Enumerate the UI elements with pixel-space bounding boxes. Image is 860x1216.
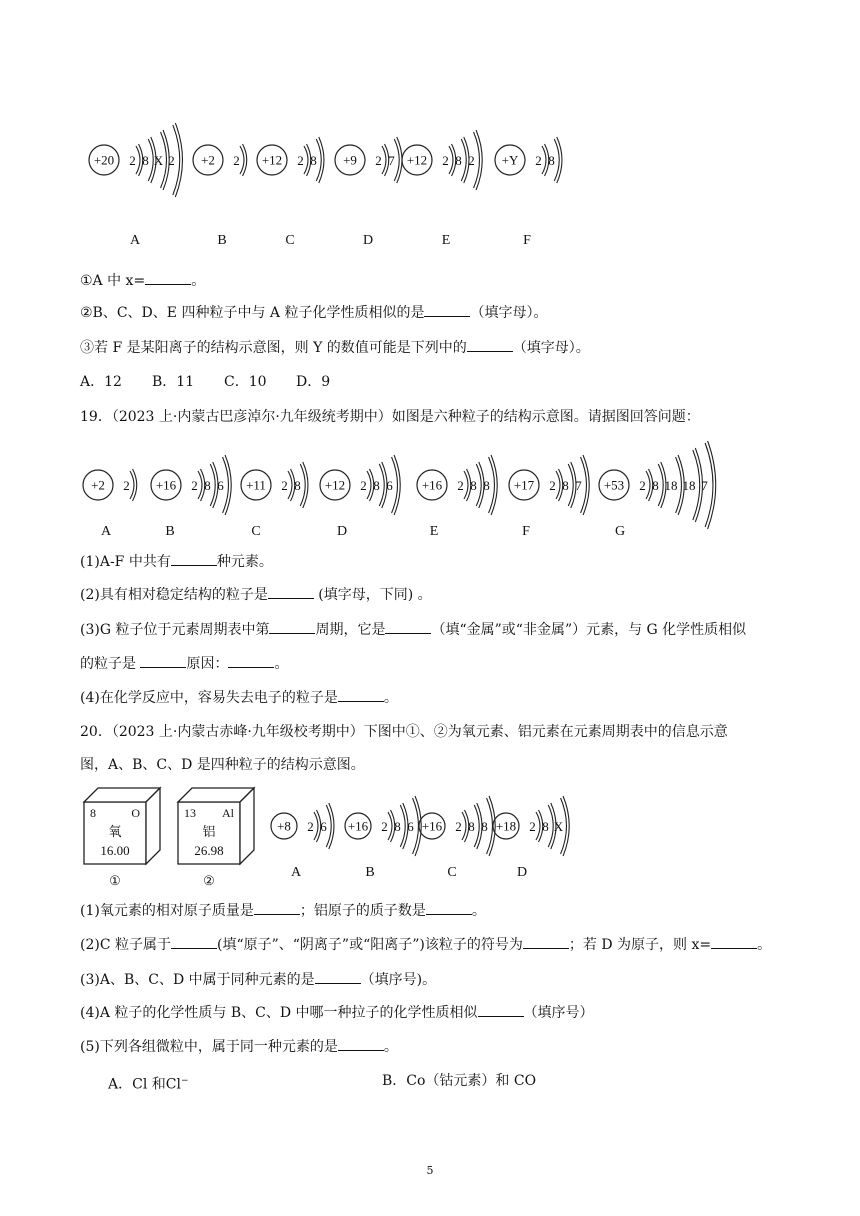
shell-electron-count: 18 (682, 478, 696, 493)
cell-tag: ② (203, 873, 215, 888)
element-name: 氧 (108, 824, 122, 839)
q19-p3: (3)G 粒子位于元素周期表中第 周期，它是 （填“金属”或“非金属”）元素，与 G 化学性质相似 (80, 622, 747, 638)
shell-electron-count: 8 (455, 153, 462, 168)
diagram-label: A (100, 524, 112, 539)
shell-electron-count: 8 (394, 819, 401, 834)
shell-electron-count: 2 (442, 153, 449, 168)
option-c: C．10 (224, 374, 267, 390)
shell-electron-count: 8 (548, 153, 555, 168)
shell-electron-count: 2 (233, 153, 240, 168)
q20-stem-line2: 图，A、B、C、D 是四种粒子的结构示意图。 (80, 757, 365, 773)
diagram-label: B (365, 865, 375, 880)
shell-electron-count: 6 (320, 819, 327, 834)
shell-electron-count: 2 (639, 478, 646, 493)
nucleus-charge: +2 (91, 477, 105, 493)
answer-blank[interactable] (140, 655, 186, 668)
electron-shell-arc (133, 469, 137, 501)
shell-electron-count: 8 (294, 478, 301, 493)
shell-electron-count: 2 (168, 153, 175, 168)
atom-diagram-B (345, 796, 421, 880)
diagram-label: B (217, 233, 227, 248)
diagram-label: C (285, 233, 295, 248)
atom-diagram-D (320, 455, 400, 539)
shell-electron-count: 8 (204, 478, 211, 493)
shell-electron-count: 8 (652, 478, 659, 493)
q20-p4: (4)A 粒子的化学性质与 B、C、D 中哪一种拉子的化学性质相似 （填序号） (80, 1005, 594, 1021)
electron-shell-arc (449, 146, 453, 174)
diagram-label: D (362, 233, 374, 248)
electron-shell-arc (388, 812, 392, 840)
atom-diagram-A (89, 123, 182, 248)
q20-p5: (5)下列各组微粒中，属于同一种元素的是 。 (80, 1039, 398, 1055)
answer-blank[interactable] (711, 936, 757, 949)
atom-diagram-A (271, 803, 334, 880)
q20-option-b: B．Co（钴元素）和 CO (382, 1073, 537, 1089)
electron-shell-arc (554, 139, 559, 181)
answer-blank[interactable] (269, 621, 315, 634)
shell-electron-count: 2 (375, 153, 382, 168)
nucleus-charge: +53 (603, 477, 625, 493)
cell-side-face (240, 788, 254, 864)
answer-blank[interactable] (478, 1004, 524, 1017)
electron-shell-arc (367, 471, 371, 499)
shell-electron-count: 2 (281, 478, 288, 493)
q20-figure (80, 784, 564, 892)
q19-p2: (2)具有相对稳定结构的粒子是 (填字母，下同) 。 (80, 587, 432, 603)
electron-shell-arc (462, 812, 466, 840)
diagram-label: E (441, 233, 451, 248)
element-name: 铝 (202, 824, 216, 839)
nucleus-charge: +16 (155, 477, 177, 493)
answer-blank[interactable] (171, 553, 217, 566)
shell-electron-count: 6 (407, 819, 414, 834)
answer-blank[interactable] (254, 902, 300, 915)
diagram-label: C (251, 524, 261, 539)
shell-electron-count: 2 (529, 819, 536, 834)
electron-shell-arc (304, 146, 308, 174)
electron-shell-arc (394, 139, 399, 181)
shell-electron-count: 8 (542, 819, 549, 834)
page-number: 5 (426, 1164, 434, 1177)
answer-blank[interactable] (467, 339, 513, 352)
diagram-label: D (336, 524, 348, 539)
nucleus-charge: +12 (324, 477, 346, 493)
shell-electron-count: 8 (310, 153, 317, 168)
shell-electron-count: 18 (664, 478, 678, 493)
answer-blank[interactable] (523, 936, 569, 949)
atomic-mass: 26.98 (194, 843, 224, 858)
shell-electron-count: 2 (535, 153, 542, 168)
electron-shell-arc (326, 805, 331, 847)
electron-shell-arc (240, 146, 244, 174)
nucleus-charge: +17 (513, 477, 535, 493)
diagram-label: F (522, 524, 530, 539)
electron-shell-arc (314, 812, 318, 840)
shell-electron-count: 2 (129, 153, 136, 168)
nucleus-charge: +16 (421, 818, 443, 834)
answer-blank[interactable] (228, 655, 274, 668)
atom-diagram-F (509, 455, 589, 539)
diagram-label: E (429, 524, 439, 539)
answer-blank[interactable] (268, 586, 314, 599)
atom-diagram-C (241, 462, 308, 539)
q18-sub3: ③若 F 是某阳离子的结构示意图，则 Y 的数值可能是下列中的 （填字母）。 (80, 340, 590, 356)
atomic-mass: 16.00 (100, 843, 130, 858)
cell-side-face (146, 788, 160, 864)
electron-shell-arc (658, 464, 663, 506)
shell-electron-count: 2 (307, 819, 314, 834)
shell-electron-count: 8 (468, 819, 475, 834)
nucleus-charge: +9 (343, 152, 357, 168)
nucleus-charge: +12 (406, 152, 428, 168)
atomic-number: 8 (90, 806, 96, 820)
shell-electron-count: 6 (386, 478, 393, 493)
shell-electron-count: 2 (468, 153, 475, 168)
electron-shell-arc (568, 464, 573, 506)
electron-shell-arc (542, 146, 546, 174)
answer-blank[interactable] (385, 621, 431, 634)
atom-diagram-D (493, 796, 569, 880)
q19-p4: (4)在化学反应中，容易失去电子的粒子是 。 (80, 690, 398, 706)
nucleus-charge: +12 (261, 152, 283, 168)
q19-p3-cont: 的粒子是 原因： 。 (80, 656, 289, 672)
shell-electron-count: 8 (373, 478, 380, 493)
q20-stem-line1: 20．（2023 上·内蒙古赤峰·九年级校考期中）下图中①、②为氧元素、铝元素在元素周期表中的信息示意 (80, 724, 728, 740)
nucleus-charge: +18 (495, 818, 517, 834)
electron-shell-arc (243, 144, 247, 176)
shell-electron-count: 2 (123, 478, 130, 493)
atom-diagram-A (83, 469, 137, 539)
electron-shell-arc (148, 139, 153, 181)
answer-blank[interactable] (145, 272, 191, 285)
answer-blank[interactable] (338, 1038, 384, 1051)
atom-diagram-B (151, 455, 231, 539)
periodic-cell-Al (178, 788, 254, 888)
nucleus-charge: +16 (421, 477, 443, 493)
periodic-cell-O (84, 788, 160, 888)
shell-electron-count: 7 (701, 478, 708, 493)
q19-stem: 19．（2023 上·内蒙古巴彦淖尔·九年级统考期中）如图是六种粒子的结构示意图。请据图回答问题： (80, 409, 700, 425)
atom-diagram-C (419, 796, 495, 880)
shell-electron-count: 7 (388, 153, 395, 168)
nucleus-charge: +2 (201, 152, 215, 168)
electron-shell-arc (382, 146, 386, 174)
shell-electron-count: 7 (575, 478, 582, 493)
cell-tag: ① (109, 873, 121, 888)
nucleus-charge: +Y (501, 152, 519, 168)
nucleus-charge: +11 (246, 477, 266, 493)
electron-shell-arc (316, 139, 321, 181)
answer-blank[interactable] (424, 304, 470, 317)
electron-shell-arc (461, 139, 466, 181)
shell-electron-count: 2 (549, 478, 556, 493)
q19-structure-diagrams (80, 438, 708, 543)
answer-blank[interactable] (338, 689, 384, 702)
q18-sub2: ②B、C、D、E 四种粒子中与 A 粒子化学性质相似的是 （填字母）。 (80, 305, 548, 321)
electron-shell-arc (288, 471, 292, 499)
electron-shell-arc (536, 812, 540, 840)
electron-shell-arc (210, 464, 215, 506)
electron-shell-arc (474, 805, 479, 847)
q18-sub1: ①A 中 x= 。 (80, 273, 206, 289)
option-b: B．11 (152, 374, 195, 390)
shell-electron-count: X (553, 819, 564, 834)
electron-shell-arc (300, 464, 305, 506)
q20-p3: (3)A、B、C、D 中属于同种元素的是 （填序号)。 (80, 972, 437, 988)
q20-option-a: A．Cl 和Cl− (108, 1076, 189, 1093)
diagram-label: D (516, 865, 528, 880)
shell-electron-count: 6 (217, 478, 224, 493)
shell-electron-count: 2 (457, 478, 464, 493)
electron-shell-arc (476, 464, 481, 506)
electron-shell-arc (136, 146, 140, 174)
atom-diagram-F (495, 137, 562, 248)
atom-diagram-G (599, 441, 716, 539)
diagram-label: B (165, 524, 175, 539)
electron-shell-arc (548, 805, 553, 847)
shell-electron-count: 8 (481, 819, 488, 834)
shell-electron-count: 8 (483, 478, 490, 493)
nucleus-charge: +16 (347, 818, 369, 834)
element-symbol: Al (222, 806, 234, 820)
option-a: A．12 (80, 374, 122, 390)
electron-shell-arc (198, 471, 202, 499)
diagram-label: A (290, 865, 302, 880)
electron-shell-arc (130, 471, 134, 499)
shell-electron-count: 8 (470, 478, 477, 493)
atom-diagram-D (335, 137, 402, 248)
electron-shell-arc (646, 471, 650, 499)
atom-diagram-E (417, 455, 497, 539)
shell-electron-count: 8 (142, 153, 149, 168)
answer-blank[interactable] (426, 902, 472, 915)
answer-blank[interactable] (171, 936, 217, 949)
q20-p1: (1)氧元素的相对原子质量是 ；铝原子的质子数是 。 (80, 903, 486, 919)
shell-electron-count: 2 (381, 819, 388, 834)
electron-shell-arc (400, 805, 405, 847)
q18-options (80, 372, 330, 392)
atom-diagram-C (257, 137, 324, 248)
shell-electron-count: 2 (360, 478, 367, 493)
option-d: D．9 (296, 374, 331, 390)
shell-electron-count: X (153, 153, 164, 168)
nucleus-charge: +8 (277, 818, 291, 834)
shell-electron-count: 8 (562, 478, 569, 493)
atom-diagram-B (193, 144, 247, 248)
q20-p2: (2)C 粒子属于 (填“原子”、“阴离子”或“阳离子”)该粒子的符号为 ；若 D 为原子，则 x= 。 (80, 937, 772, 953)
shell-electron-count: 2 (455, 819, 462, 834)
electron-shell-arc (464, 471, 468, 499)
q19-p1: (1)A-F 中共有 种元素。 (80, 554, 273, 570)
q18-structure-diagrams (80, 88, 580, 253)
answer-blank[interactable] (315, 971, 361, 984)
electron-shell-arc (556, 471, 560, 499)
atomic-number: 13 (184, 806, 196, 820)
electron-shell-arc (379, 464, 384, 506)
diagram-label: C (447, 865, 457, 880)
diagram-label: F (523, 233, 531, 248)
element-symbol: O (131, 806, 140, 820)
atom-diagram-E (402, 130, 482, 248)
shell-electron-count: 2 (297, 153, 304, 168)
shell-electron-count: 2 (191, 478, 198, 493)
diagram-label: A (129, 233, 141, 248)
diagram-label: G (614, 524, 626, 539)
nucleus-charge: +20 (93, 152, 115, 168)
